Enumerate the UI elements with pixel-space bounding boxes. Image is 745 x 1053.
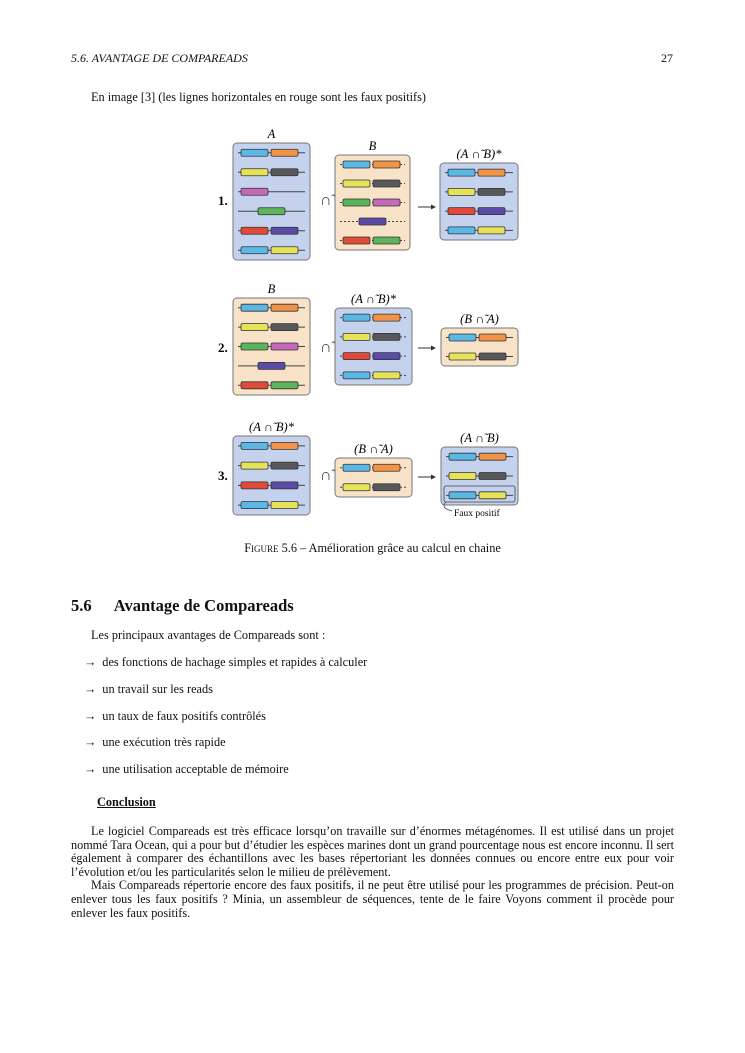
kmer-block <box>343 372 370 379</box>
conclusion-title: Conclusion <box>97 795 156 809</box>
panel-title: B <box>267 282 276 296</box>
kmer-block <box>343 180 370 187</box>
panel-title: (A ∩̃ B)* <box>456 147 502 161</box>
kmer-block <box>241 482 268 489</box>
advantage-item <box>84 655 367 670</box>
advantage-text: une exécution très rapide <box>102 735 226 749</box>
kmer-block <box>343 199 370 206</box>
kmer-block <box>241 462 268 469</box>
section-heading <box>71 596 294 616</box>
arrow-icon: → <box>84 735 97 749</box>
kmer-block <box>271 382 298 389</box>
kmer-block <box>241 169 268 176</box>
advantage-text: des fonctions de hachage simples et rapides à calculer <box>102 655 368 669</box>
step-number: 1. <box>218 193 228 208</box>
advantage-text: un taux de faux positifs contrôlés <box>102 709 266 723</box>
caption-label: Figure 5.6 <box>244 541 297 555</box>
kmer-block <box>449 473 476 480</box>
kmer-block <box>258 362 285 369</box>
kmer-block <box>479 334 506 341</box>
intro-text: En image [3] (les lignes horizontales en rouge sont les faux positifs) <box>91 90 427 104</box>
kmer-block <box>373 180 400 187</box>
kmer-block <box>343 314 370 321</box>
intersection-operator-icon: ∩̃ <box>320 339 332 356</box>
arrowhead-icon <box>431 346 436 351</box>
kmer-block <box>241 382 268 389</box>
paragraph: Mais Compareads répertorie encore des faux positifs, il ne peut être utilisé pour les programmes de précision. Peut-on enlever tous les faux positifs ? Minia, un assembleur de séquences, tente de le faire Voyons comment il procède pour enlever les faux positifs. <box>71 878 674 920</box>
kmer-block <box>271 227 298 234</box>
kmer-block <box>241 343 268 350</box>
kmer-block <box>271 169 298 176</box>
panel-title: (A ∩̃ B) <box>460 431 499 445</box>
kmer-block <box>373 237 400 244</box>
kmer-block <box>448 188 475 195</box>
advantage-item <box>84 682 213 697</box>
kmer-block <box>271 502 298 509</box>
kmer-block <box>343 161 370 168</box>
panel-title: A <box>267 127 276 141</box>
panel-box <box>233 143 310 260</box>
kmer-block <box>271 149 298 156</box>
kmer-block <box>241 188 268 195</box>
panel-title: (A ∩̃ B)* <box>249 420 294 434</box>
arrow-icon: → <box>84 682 97 696</box>
advantage-item <box>84 735 226 750</box>
kmer-block <box>449 353 476 360</box>
advantage-text: une utilisation acceptable de mémoire <box>102 762 289 776</box>
intersection-operator-icon: ∩̃ <box>320 192 332 209</box>
kmer-block <box>478 208 505 215</box>
kmer-block <box>448 227 475 234</box>
intersection-operator-icon: ∩̃ <box>320 467 332 484</box>
kmer-block <box>373 372 400 379</box>
kmer-block <box>373 199 400 206</box>
kmer-block <box>343 333 370 340</box>
panel-title: B <box>368 139 377 153</box>
kmer-block <box>478 188 505 195</box>
arrowhead-icon <box>431 205 436 210</box>
kmer-block <box>241 247 268 254</box>
kmer-block <box>271 343 298 350</box>
advantages-intro: Les principaux avantages de Compareads sont : <box>91 628 326 642</box>
kmer-block <box>479 453 506 460</box>
kmer-block <box>271 482 298 489</box>
kmer-block <box>241 227 268 234</box>
kmer-block <box>449 334 476 341</box>
kmer-block <box>271 247 298 254</box>
panel-title: (A ∩̃ B)* <box>351 292 396 306</box>
kmer-block <box>478 227 505 234</box>
section-number: 5.6 <box>71 596 92 615</box>
kmer-block <box>241 149 268 156</box>
step-number: 2. <box>218 340 228 355</box>
kmer-block <box>373 484 400 491</box>
arrow-icon: → <box>84 655 97 669</box>
advantage-item <box>84 762 289 777</box>
panel-title: (B ∩̃ A) <box>460 312 499 326</box>
kmer-block <box>241 442 268 449</box>
arrowhead-icon <box>431 475 436 480</box>
page-number: 27 <box>661 51 673 65</box>
kmer-block <box>373 464 400 471</box>
step-number: 3. <box>218 468 228 483</box>
panel-title: (B ∩̃ A) <box>354 442 393 456</box>
advantage-item <box>84 709 266 724</box>
arrow-icon: → <box>84 709 97 723</box>
section-title: Avantage de Compareads <box>113 596 294 615</box>
kmer-block <box>449 492 476 499</box>
kmer-block <box>241 324 268 331</box>
kmer-block <box>343 484 370 491</box>
kmer-block <box>271 442 298 449</box>
kmer-block <box>258 208 285 215</box>
caption-text: – Amélioration grâce au calcul en chaine <box>300 541 501 555</box>
kmer-block <box>479 353 506 360</box>
advantage-text: un travail sur les reads <box>102 682 213 696</box>
arrow-icon: → <box>84 762 97 776</box>
kmer-block <box>448 208 475 215</box>
kmer-block <box>271 324 298 331</box>
kmer-block <box>448 169 475 176</box>
kmer-block <box>343 464 370 471</box>
figure-caption <box>0 541 745 556</box>
kmer-block <box>479 473 506 480</box>
kmer-block <box>343 237 370 244</box>
kmer-block <box>359 218 386 225</box>
kmer-block <box>479 492 506 499</box>
kmer-block <box>271 304 298 311</box>
kmer-block <box>241 502 268 509</box>
paragraph: Le logiciel Compareads est très efficace lorsqu’on travaille sur d’énormes métagénomes. Il est utilisé dans un projet nommé Tara Ocean, qui a pour but d’étudier les espèces marines dont un grand pourcentage nous est encore inconnu. Il sert également à comparer des échantillons avec les bases répertoriant les données connues ou encore entre eux pour voir l’évolution et/ou les particularités selon le milieu de prélèvement. <box>71 824 674 879</box>
kmer-block <box>373 353 400 360</box>
kmer-block <box>343 353 370 360</box>
running-header: 5.6. AVANTAGE DE COMPAREADS <box>71 51 248 65</box>
kmer-block <box>241 304 268 311</box>
kmer-block <box>373 161 400 168</box>
kmer-block <box>373 314 400 321</box>
kmer-block <box>478 169 505 176</box>
kmer-block <box>373 333 400 340</box>
kmer-block <box>271 462 298 469</box>
kmer-block <box>449 453 476 460</box>
false-positive-label: Faux positif <box>454 509 500 519</box>
conclusion-body <box>71 825 674 920</box>
